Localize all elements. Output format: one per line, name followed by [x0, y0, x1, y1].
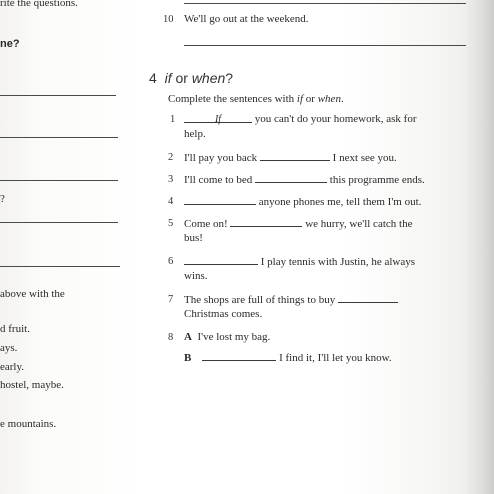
left-item-1: d fruit.	[0, 323, 30, 335]
left-item-3: early.	[0, 361, 25, 373]
item-1-line-1	[184, 113, 417, 126]
item-8-speaker-a: A	[184, 331, 192, 343]
item-5-number: 5	[168, 218, 174, 229]
item-8-text-a: I've lost my bag.	[197, 331, 271, 343]
item-2-line	[184, 151, 397, 165]
exercise-4-title-q: ?	[225, 70, 234, 86]
left-item-5: e mountains.	[0, 418, 57, 430]
item-8-text-b: I find it, I'll let you know.	[276, 352, 392, 364]
exercise-4-instruction	[168, 93, 344, 106]
left-item-2: ays.	[0, 342, 18, 354]
item-4-number: 4	[168, 196, 174, 207]
item-5-text-1: Come on!	[184, 218, 231, 230]
instruction-part-a: Complete the sentences with	[168, 93, 297, 105]
exercise-4-number: 4	[149, 70, 157, 86]
item-10-answer-line	[184, 45, 466, 46]
item-6-blank[interactable]	[184, 255, 258, 265]
exercise-4-title-when: when	[191, 70, 226, 86]
instruction-if: if	[296, 93, 304, 105]
item-4-text-2: anyone phones me, tell them I'm out.	[256, 196, 422, 208]
item-2-text-1: I'll pay you back	[184, 152, 260, 164]
item-8-blank[interactable]	[202, 351, 276, 361]
item-4-blank[interactable]	[184, 195, 256, 205]
item-3-text-1: I'll come to bed	[184, 174, 256, 186]
left-answer-line-5	[0, 266, 120, 267]
item-3-text-2: this programme ends.	[327, 174, 425, 186]
exercise-4-title-if: if	[164, 70, 172, 86]
item-10-number: 10	[163, 14, 174, 25]
item-5-text-2: we hurry, we'll catch the	[302, 218, 413, 230]
item-7-number: 7	[168, 294, 174, 305]
item-8-line-a	[184, 331, 270, 344]
page-edge-shadow	[464, 0, 494, 494]
item-8-number: 8	[168, 332, 174, 343]
item-6-line-2: wins.	[184, 270, 208, 282]
instruction-or: or	[303, 93, 318, 105]
left-instruction: above with the	[0, 288, 65, 300]
top-answer-line	[184, 3, 466, 4]
left-question-mark: ?	[0, 193, 5, 205]
item-3-blank[interactable]	[255, 173, 327, 183]
item-6-line-1	[184, 255, 415, 269]
item-1-blank[interactable]	[184, 113, 252, 123]
item-3-number: 3	[168, 174, 174, 185]
left-top-text: rite the questions.	[0, 0, 78, 9]
item-3-line	[184, 173, 425, 187]
left-answer-line-3	[0, 180, 118, 181]
left-item-4: hostel, maybe.	[0, 379, 64, 391]
item-2-number: 2	[168, 152, 174, 163]
item-7-line-2: Christmas comes.	[184, 308, 263, 320]
left-answer-line-4	[0, 222, 118, 223]
item-7-line-1	[184, 293, 398, 307]
item-8-line-b	[184, 351, 392, 365]
item-6-text-2: I play tennis with Justin, he always	[258, 256, 416, 268]
item-7-text-1: The shops are full of things to buy	[184, 294, 338, 306]
left-question-label: ne?	[0, 38, 20, 50]
item-1-text-1: you can't do your homework, ask for	[252, 113, 417, 125]
item-1-answer: If	[214, 114, 222, 125]
instruction-end: .	[340, 93, 344, 105]
item-5-blank[interactable]	[230, 217, 302, 227]
item-2-blank[interactable]	[260, 151, 330, 161]
item-6-number: 6	[168, 256, 174, 267]
item-7-blank[interactable]	[338, 293, 398, 303]
exercise-4-title-or: or	[171, 70, 192, 86]
item-4-line	[184, 195, 421, 209]
item-8-speaker-b: B	[184, 352, 192, 364]
instruction-when: when	[317, 93, 341, 105]
item-5-line-2: bus!	[184, 232, 203, 244]
exercise-4-heading	[149, 70, 233, 86]
item-5-line-1	[184, 217, 412, 231]
left-answer-line-1	[0, 95, 116, 96]
left-answer-line-2	[0, 137, 118, 138]
item-1-number: 1	[170, 114, 176, 125]
item-1-line-2: help.	[184, 128, 206, 140]
item-10-text: We'll go out at the weekend.	[184, 13, 309, 25]
item-2-text-2: I next see you.	[329, 152, 397, 164]
